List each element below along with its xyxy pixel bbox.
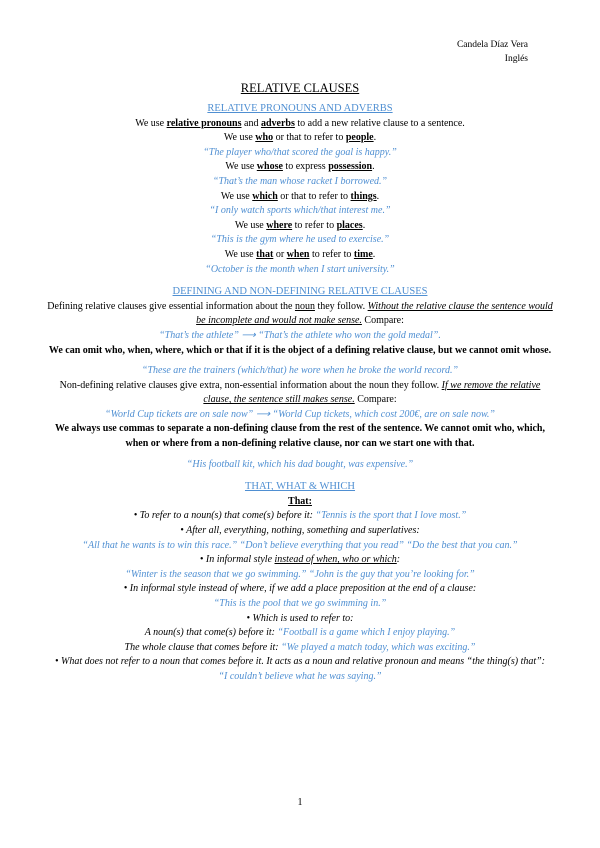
example: “All that he wants is to win this race.” “Don’t believe everything that you read” “Do the best that you can.” xyxy=(82,539,518,551)
rule-where xyxy=(45,219,555,234)
keyword: relative pronouns xyxy=(166,117,242,129)
example: “Winter is the season that we go swimming.” “John is the guy that you’re looking for.” xyxy=(125,568,475,580)
list-item: • What does not refer to a noun that comes before it. It acts as a noun and relative pronoun and means “the thing(s) that”: xyxy=(54,656,546,668)
example: “I couldn’t believe what he was saying.” xyxy=(218,670,382,682)
keyword: things xyxy=(350,190,377,202)
example: “This is the gym where he used to exercise.” xyxy=(210,234,390,246)
section-heading: THAT, WHAT & WHICH xyxy=(244,481,356,493)
keyword: time xyxy=(353,248,373,260)
text: . xyxy=(372,161,375,173)
author-block xyxy=(457,38,528,66)
intro-line xyxy=(45,117,555,132)
text: . xyxy=(376,190,380,202)
text: Defining relative clauses give essential information about the xyxy=(47,300,295,312)
text: • In informal style xyxy=(199,554,275,566)
paragraph-defining xyxy=(45,300,555,329)
example: “October is the month when I start university.” xyxy=(205,263,395,275)
keyword: whose xyxy=(256,161,283,173)
emphasis: If we remove the relative clause, the sentence still makes sense. xyxy=(203,379,541,406)
text: . xyxy=(373,132,377,144)
text: We use xyxy=(224,248,257,260)
list-item xyxy=(45,509,555,524)
list-item: • After all, everything, nothing, something and superlatives: xyxy=(180,525,420,537)
text: or xyxy=(273,248,287,260)
text: A noun(s) that come(s) before it: xyxy=(144,627,278,639)
text: to refer to xyxy=(292,219,337,231)
example: “These are the trainers (which/that) he wore when he broke the world record.” xyxy=(141,365,459,377)
list-item xyxy=(45,553,555,568)
text: Non-defining relative clauses give extra, non-essential information about the noun they follow. xyxy=(59,379,442,391)
list-item: • Which is used to refer to: xyxy=(246,612,354,624)
subheading-that: That: xyxy=(288,495,312,507)
page-number: 1 xyxy=(297,797,303,808)
text: Compare: xyxy=(361,315,404,327)
example: “Football is a game which I enjoy playing.” xyxy=(277,627,456,639)
example: “The player who/that scored the goal is happy.” xyxy=(203,146,397,158)
bold-rule: We always use commas to separate a non-defining clause from the rest of the sentence. We cannot omit who, which, when or where from a non-defining relative clause, nor can we start one with that. xyxy=(55,423,545,450)
text: We use xyxy=(234,219,267,231)
keyword: who xyxy=(255,132,274,144)
page-title: RELATIVE CLAUSES xyxy=(240,81,360,95)
keyword: possession xyxy=(328,161,373,173)
example: “His football kit, which his dad bought, was expensive.” xyxy=(186,458,414,470)
text: Compare: xyxy=(354,394,397,406)
rule-who xyxy=(45,131,555,146)
keyword: places xyxy=(336,219,363,231)
text: We use xyxy=(135,117,167,129)
keyword: which xyxy=(252,190,278,202)
keyword: adverbs xyxy=(260,117,295,129)
section-defining xyxy=(45,285,555,472)
text: to express xyxy=(282,161,329,173)
text: to refer to xyxy=(309,248,354,260)
list-item: • In informal style instead of where, if we add a place preposition at the end of a clause: xyxy=(123,583,477,595)
text: or that to refer to xyxy=(277,190,351,202)
text: The whole clause that comes before it: xyxy=(124,641,282,653)
rule-whose xyxy=(45,160,555,175)
text: they follow. xyxy=(314,300,368,312)
text: We use xyxy=(220,190,253,202)
text: to add a new relative clause to a sentence. xyxy=(294,117,465,129)
section-heading: RELATIVE PRONOUNS AND ADVERBS xyxy=(207,103,393,114)
keyword: where xyxy=(266,219,293,231)
section-that-what-which xyxy=(45,480,555,684)
keyword: noun xyxy=(294,300,315,312)
text: We use xyxy=(225,161,257,173)
list-item xyxy=(45,641,555,656)
example: “We played a match today, which was exciting.” xyxy=(281,641,476,653)
example: “That’s the athlete” ⟶ “That’s the athlete who won the gold medal”. xyxy=(159,329,441,341)
text: We use xyxy=(223,132,256,144)
example: “I only watch sports which/that interest me.” xyxy=(209,205,391,217)
author-name: Candela Díaz Vera xyxy=(456,40,528,50)
text: or that to refer to xyxy=(273,132,346,144)
document-body xyxy=(45,80,555,685)
keyword: when xyxy=(286,248,310,260)
text: . xyxy=(372,248,376,260)
text: • To refer to a noun(s) that come(s) before it: xyxy=(133,510,316,522)
paragraph-non-defining xyxy=(45,379,555,408)
bold-rule: We can omit who, when, where, which or that if it is the object of a defining relative clause, but we cannot omit whose. xyxy=(48,344,552,356)
list-item xyxy=(45,626,555,641)
text: and xyxy=(241,117,261,129)
rule-which xyxy=(45,190,555,205)
section-heading: DEFINING AND NON-DEFINING RELATIVE CLAUSES xyxy=(172,286,428,298)
example: “World Cup tickets are on sale now” ⟶ “World Cup tickets, which cost 200€, are on sale now.” xyxy=(105,408,495,420)
emphasis: instead of when, who or which xyxy=(274,554,397,566)
emphasis: Without the relative clause the sentence would be incomplete and would not make sense. xyxy=(196,300,553,327)
section-relative-pronouns xyxy=(45,102,555,277)
example: “This is the pool that we go swimming in.” xyxy=(213,598,387,609)
text: : xyxy=(396,554,401,566)
keyword: people xyxy=(345,132,374,144)
text: . xyxy=(362,219,366,231)
rule-when xyxy=(45,248,555,263)
example: “Tennis is the sport that I love most.” xyxy=(315,510,467,522)
subject-name: Inglés xyxy=(504,54,528,64)
example: “That’s the man whose racket I borrowed.” xyxy=(212,175,388,187)
keyword: that xyxy=(256,248,274,260)
